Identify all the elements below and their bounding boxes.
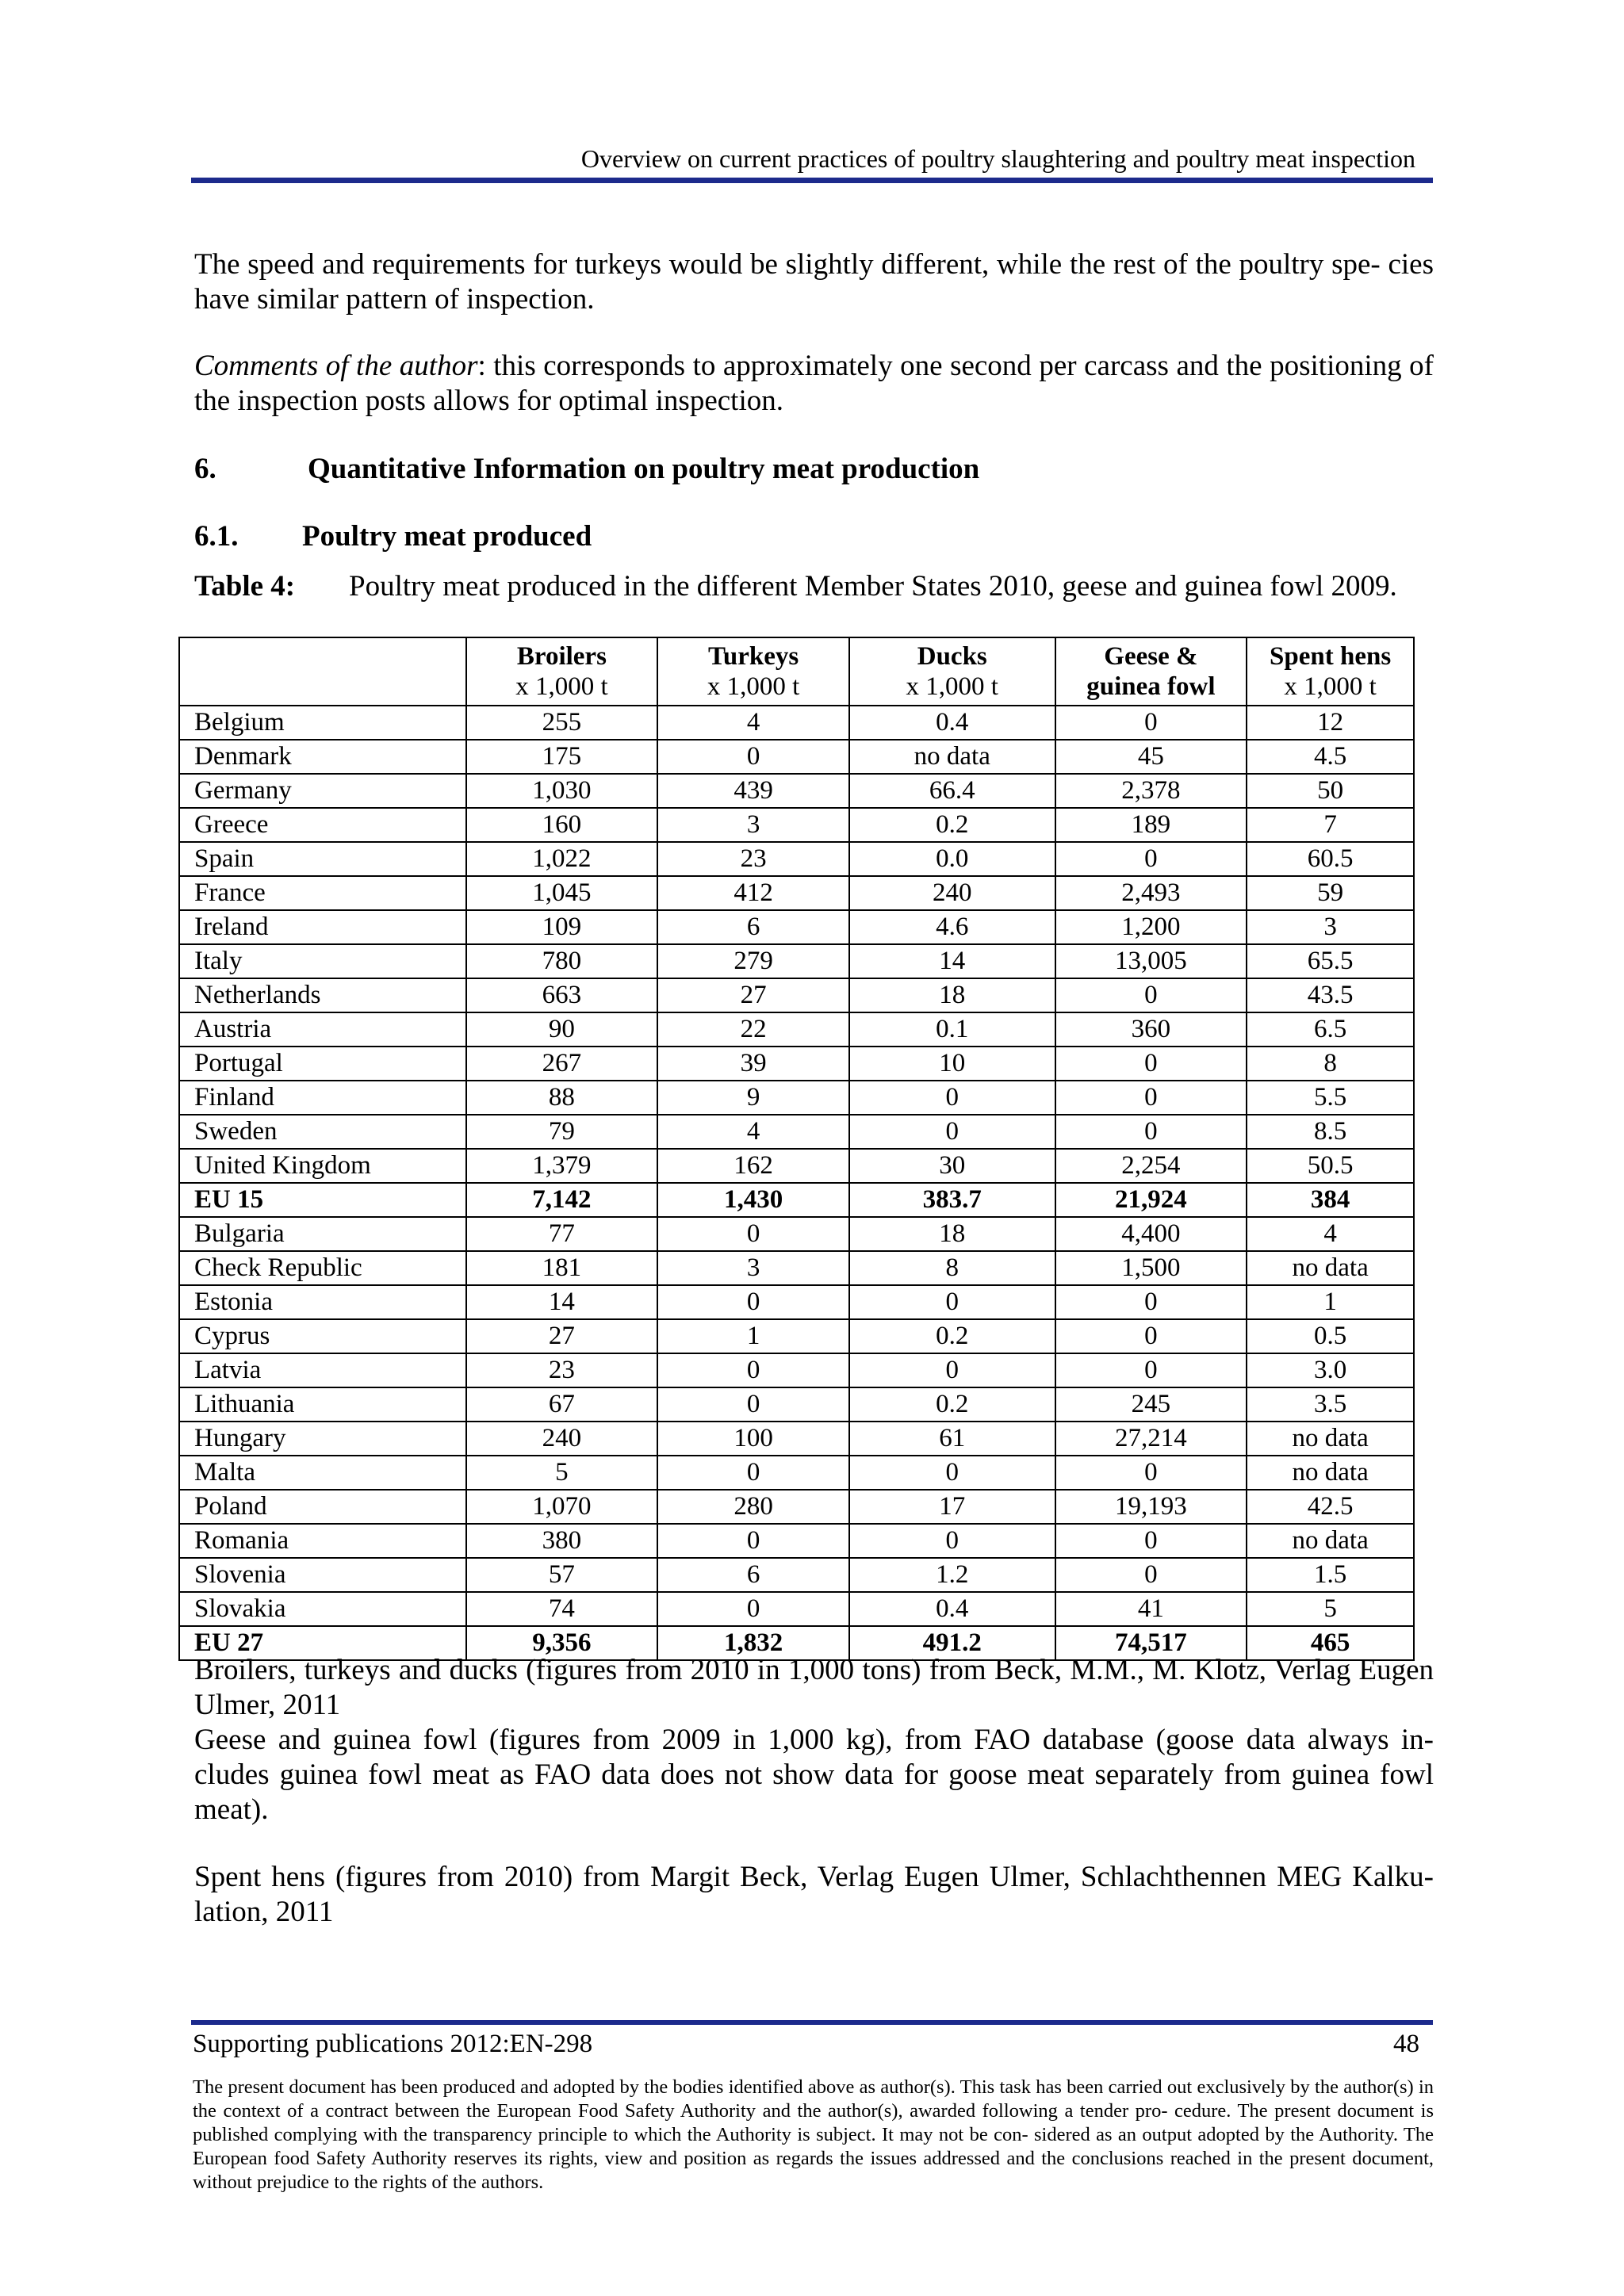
value-cell: 6.5 (1247, 1012, 1414, 1047)
value-cell: 4 (657, 1115, 849, 1149)
country-cell: EU 27 (179, 1626, 466, 1660)
value-cell: 18 (849, 978, 1055, 1012)
value-cell: 780 (466, 944, 658, 978)
value-cell: 1,022 (466, 842, 658, 876)
value-cell: no data (849, 740, 1055, 774)
value-cell: 3 (1247, 910, 1414, 944)
value-cell: 0 (849, 1285, 1055, 1319)
value-cell: 27 (466, 1319, 658, 1353)
value-cell: 66.4 (849, 774, 1055, 808)
table-row (179, 1319, 1414, 1353)
value-cell: 0.4 (849, 706, 1055, 740)
value-cell: 3 (657, 1251, 849, 1285)
country-cell: Lithuania (179, 1387, 466, 1422)
value-cell: 0 (657, 1353, 849, 1387)
header-unit: x 1,000 t (1284, 672, 1377, 701)
value-cell: 1 (657, 1319, 849, 1353)
value-cell: 18 (849, 1217, 1055, 1251)
value-cell: 0 (1055, 1558, 1247, 1592)
country-cell: Romania (179, 1524, 466, 1558)
table-row (179, 1012, 1414, 1047)
value-cell: 663 (466, 978, 658, 1012)
table-row (179, 808, 1414, 842)
country-cell: Greece (179, 808, 466, 842)
value-cell: 27,214 (1055, 1422, 1247, 1456)
value-cell: 88 (466, 1081, 658, 1115)
header-unit: x 1,000 t (515, 672, 608, 701)
value-cell: 4,400 (1055, 1217, 1247, 1251)
value-cell: 109 (466, 910, 658, 944)
value-cell: 0 (1055, 1115, 1247, 1149)
table-row (179, 1387, 1414, 1422)
country-cell: United Kingdom (179, 1149, 466, 1183)
value-cell: 279 (657, 944, 849, 978)
table-row (179, 1115, 1414, 1149)
country-cell: Ireland (179, 910, 466, 944)
header-cell-turkeys (657, 637, 849, 706)
value-cell: 5 (1247, 1592, 1414, 1626)
country-cell: Slovakia (179, 1592, 466, 1626)
value-cell: 8.5 (1247, 1115, 1414, 1149)
value-cell: 1 (1247, 1285, 1414, 1319)
section-heading (194, 452, 979, 487)
value-cell: 50 (1247, 774, 1414, 808)
value-cell: 360 (1055, 1012, 1247, 1047)
country-cell: Slovenia (179, 1558, 466, 1592)
value-cell: 9 (657, 1081, 849, 1115)
value-cell: 77 (466, 1217, 658, 1251)
value-cell: 50.5 (1247, 1149, 1414, 1183)
value-cell: 60.5 (1247, 842, 1414, 876)
value-cell: 14 (849, 944, 1055, 978)
value-cell: 4.6 (849, 910, 1055, 944)
table-row (179, 774, 1414, 808)
value-cell: 162 (657, 1149, 849, 1183)
value-cell: 240 (849, 876, 1055, 910)
table-header-row (179, 637, 1414, 706)
value-cell: 181 (466, 1251, 658, 1285)
header-label: Broilers (516, 642, 607, 671)
value-cell: 267 (466, 1047, 658, 1081)
value-cell: 160 (466, 808, 658, 842)
value-cell: 1,832 (657, 1626, 849, 1660)
header-label: Ducks (917, 642, 987, 671)
value-cell: 74,517 (1055, 1626, 1247, 1660)
value-cell: 17 (849, 1490, 1055, 1524)
country-cell: Bulgaria (179, 1217, 466, 1251)
publication-reference: Supporting publications 2012:EN-298 (193, 2030, 593, 2058)
value-cell: 4 (1247, 1217, 1414, 1251)
value-cell: 0.0 (849, 842, 1055, 876)
author-comment-label: Comments of the author (194, 350, 478, 382)
table-row (179, 706, 1414, 740)
value-cell: 0 (1055, 706, 1247, 740)
table-row (179, 1149, 1414, 1183)
value-cell: 0 (1055, 1353, 1247, 1387)
section-number: 6. (194, 453, 216, 485)
table-row (179, 1081, 1414, 1115)
value-cell: no data (1247, 1251, 1414, 1285)
subsection-title: Poultry meat produced (302, 520, 592, 553)
footer-rule (191, 2020, 1433, 2025)
value-cell: 74 (466, 1592, 658, 1626)
value-cell: 412 (657, 876, 849, 910)
author-comment-text: : this corresponds to approximately one second per carcass and the positioning of the inspection posts allows for optimal inspection. (194, 350, 1434, 417)
value-cell: 7 (1247, 808, 1414, 842)
value-cell: 21,924 (1055, 1183, 1247, 1217)
value-cell: 0 (657, 1524, 849, 1558)
value-cell: 491.2 (849, 1626, 1055, 1660)
country-cell: Sweden (179, 1115, 466, 1149)
header-label: Spent hens (1270, 642, 1392, 671)
value-cell: 6 (657, 910, 849, 944)
value-cell: 1,379 (466, 1149, 658, 1183)
poultry-production-table (178, 637, 1415, 1661)
value-cell: 6 (657, 1558, 849, 1592)
value-cell: 0 (657, 1285, 849, 1319)
value-cell: 1.2 (849, 1558, 1055, 1592)
value-cell: 175 (466, 740, 658, 774)
value-cell: 0.2 (849, 808, 1055, 842)
country-cell: Estonia (179, 1285, 466, 1319)
value-cell: 10 (849, 1047, 1055, 1081)
value-cell: 42.5 (1247, 1490, 1414, 1524)
value-cell: 280 (657, 1490, 849, 1524)
value-cell: 439 (657, 774, 849, 808)
value-cell: 100 (657, 1422, 849, 1456)
value-cell: 1,430 (657, 1183, 849, 1217)
country-cell: Austria (179, 1012, 466, 1047)
country-cell: Spain (179, 842, 466, 876)
header-cell-broilers (466, 637, 658, 706)
subsection-heading (194, 519, 592, 554)
table-row (179, 1490, 1414, 1524)
country-cell: Latvia (179, 1353, 466, 1387)
value-cell: 23 (466, 1353, 658, 1387)
value-cell: 0 (1055, 1456, 1247, 1490)
value-cell: 39 (657, 1047, 849, 1081)
table-row (179, 1217, 1414, 1251)
value-cell: 1,200 (1055, 910, 1247, 944)
value-cell: 0.4 (849, 1592, 1055, 1626)
value-cell: 90 (466, 1012, 658, 1047)
value-cell: 59 (1247, 876, 1414, 910)
value-cell: 255 (466, 706, 658, 740)
value-cell: 0 (849, 1353, 1055, 1387)
note-broilers-source: Broilers, turkeys and ducks (figures from 2010 in 1,000 tons) from Beck, M.M., M. Klotz, Verlag Eugen Ulmer, 2011 (194, 1654, 1434, 1721)
value-cell: 0 (1055, 1524, 1247, 1558)
intro-paragraph: The speed and requirements for turkeys would be slightly different, while the rest of the poultry spe- cies have similar pattern of inspection. (194, 248, 1434, 316)
note-spent-hens-source: Spent hens (figures from 2010) from Margit Beck, Verlag Eugen Ulmer, Schlachthennen MEG Kalku- lation, 2011 (194, 1861, 1434, 1928)
value-cell: 0 (1055, 1319, 1247, 1353)
section-title: Quantitative Information on poultry meat production (308, 453, 980, 485)
header-unit: x 1,000 t (707, 672, 800, 701)
value-cell: 22 (657, 1012, 849, 1047)
value-cell: 0.5 (1247, 1319, 1414, 1353)
table-body (179, 706, 1414, 1660)
value-cell: 2,378 (1055, 774, 1247, 808)
value-cell: 65.5 (1247, 944, 1414, 978)
value-cell: 12 (1247, 706, 1414, 740)
header-cell-geese (1055, 637, 1247, 706)
value-cell: 0 (657, 1387, 849, 1422)
value-cell: 43.5 (1247, 978, 1414, 1012)
value-cell: 0.2 (849, 1387, 1055, 1422)
table-row (179, 1422, 1414, 1456)
value-cell: 8 (849, 1251, 1055, 1285)
country-cell: Portugal (179, 1047, 466, 1081)
value-cell: 41 (1055, 1592, 1247, 1626)
table-caption (194, 569, 1397, 604)
table-row (179, 1285, 1414, 1319)
table-caption-text: Poultry meat produced in the different Member States 2010, geese and guinea fowl 2009. (349, 570, 1397, 603)
value-cell: 0 (1055, 978, 1247, 1012)
value-cell: 465 (1247, 1626, 1414, 1660)
value-cell: 8 (1247, 1047, 1414, 1081)
country-cell: Belgium (179, 706, 466, 740)
header-unit: x 1,000 t (906, 672, 998, 701)
value-cell: 245 (1055, 1387, 1247, 1422)
value-cell: 0 (657, 740, 849, 774)
value-cell: 383.7 (849, 1183, 1055, 1217)
disclaimer: The present document has been produced and adopted by the bodies identified above as author(s). This task has been carried out exclusively by the author(s) in the context of a contract between the European Food Safety Authority and the author(s), awarded following a tender pro- cedure. The present document is published complying with the transparency principle to which the Authority is subject. It may not be con- sidered as an output adopted by the Authority. The European food Safety Authority reserves its rights, view and position as regards the issues addressed and the conclusions reached in the present document, without prejudice to the rights of the authors. (193, 2076, 1434, 2193)
value-cell: 9,356 (466, 1626, 658, 1660)
table-row (179, 978, 1414, 1012)
value-cell: no data (1247, 1422, 1414, 1456)
table-row (179, 876, 1414, 910)
value-cell: 5 (466, 1456, 658, 1490)
value-cell: 0 (1055, 1285, 1247, 1319)
value-cell: 2,493 (1055, 876, 1247, 910)
value-cell: 3.5 (1247, 1387, 1414, 1422)
table-caption-label: Table 4: (194, 570, 296, 603)
value-cell: 3.0 (1247, 1353, 1414, 1387)
value-cell: 13,005 (1055, 944, 1247, 978)
table-row (179, 944, 1414, 978)
value-cell: 19,193 (1055, 1490, 1247, 1524)
value-cell: 2,254 (1055, 1149, 1247, 1183)
value-cell: 1,500 (1055, 1251, 1247, 1285)
value-cell: 0 (657, 1217, 849, 1251)
value-cell: 67 (466, 1387, 658, 1422)
value-cell: 4.5 (1247, 740, 1414, 774)
value-cell: 45 (1055, 740, 1247, 774)
value-cell: 79 (466, 1115, 658, 1149)
value-cell: 380 (466, 1524, 658, 1558)
value-cell: 0 (657, 1592, 849, 1626)
note-geese-source: Geese and guinea fowl (figures from 2009 in 1,000 kg), from FAO database (goose data always in- cludes guinea fowl meat as FAO data does not show data for goose meat separately from guinea fowl meat). (194, 1724, 1434, 1826)
value-cell: 5.5 (1247, 1081, 1414, 1115)
header-label: Turkeys (707, 642, 799, 671)
table-row (179, 842, 1414, 876)
country-cell: Netherlands (179, 978, 466, 1012)
value-cell: 27 (657, 978, 849, 1012)
running-header: Overview on current practices of poultry slaughtering and poultry meat inspection (580, 144, 1415, 173)
country-cell: Italy (179, 944, 466, 978)
country-cell: Poland (179, 1490, 466, 1524)
value-cell: 0 (1055, 1047, 1247, 1081)
value-cell: 4 (657, 706, 849, 740)
table-total-row (179, 1183, 1414, 1217)
value-cell: 23 (657, 842, 849, 876)
value-cell: no data (1247, 1524, 1414, 1558)
value-cell: 0 (1055, 842, 1247, 876)
table-row (179, 740, 1414, 774)
country-cell: EU 15 (179, 1183, 466, 1217)
table-row (179, 1558, 1414, 1592)
country-cell: Finland (179, 1081, 466, 1115)
value-cell: 1,070 (466, 1490, 658, 1524)
table-row (179, 910, 1414, 944)
table-row (179, 1524, 1414, 1558)
value-cell: 0 (849, 1081, 1055, 1115)
header-cell-spent-hens (1247, 637, 1414, 706)
value-cell: 14 (466, 1285, 658, 1319)
country-cell: Check Republic (179, 1251, 466, 1285)
country-cell: Denmark (179, 740, 466, 774)
header-label-2: guinea fowl (1086, 672, 1216, 701)
value-cell: 0 (849, 1456, 1055, 1490)
value-cell: 30 (849, 1149, 1055, 1183)
country-cell: Cyprus (179, 1319, 466, 1353)
country-cell: Malta (179, 1456, 466, 1490)
country-cell: France (179, 876, 466, 910)
value-cell: 7,142 (466, 1183, 658, 1217)
header-cell-country (179, 637, 466, 706)
table-row (179, 1456, 1414, 1490)
value-cell: 384 (1247, 1183, 1414, 1217)
header-cell-ducks (849, 637, 1055, 706)
value-cell: 1,030 (466, 774, 658, 808)
subsection-number: 6.1. (194, 520, 239, 553)
header-rule (191, 178, 1433, 183)
value-cell: 61 (849, 1422, 1055, 1456)
page-number: 48 (1393, 2030, 1419, 2058)
value-cell: 1.5 (1247, 1558, 1414, 1592)
value-cell: 0 (849, 1524, 1055, 1558)
value-cell: 0.1 (849, 1012, 1055, 1047)
author-comment-paragraph (194, 349, 1434, 419)
value-cell: 57 (466, 1558, 658, 1592)
table-row (179, 1251, 1414, 1285)
value-cell: 189 (1055, 808, 1247, 842)
value-cell: 0 (1055, 1081, 1247, 1115)
value-cell: 0 (849, 1115, 1055, 1149)
value-cell: 0 (657, 1456, 849, 1490)
header-label: Geese & (1104, 642, 1198, 671)
country-cell: Germany (179, 774, 466, 808)
value-cell: no data (1247, 1456, 1414, 1490)
country-cell: Hungary (179, 1422, 466, 1456)
table-row (179, 1353, 1414, 1387)
value-cell: 0.2 (849, 1319, 1055, 1353)
table-row (179, 1047, 1414, 1081)
value-cell: 240 (466, 1422, 658, 1456)
table-row (179, 1592, 1414, 1626)
value-cell: 1,045 (466, 876, 658, 910)
value-cell: 3 (657, 808, 849, 842)
